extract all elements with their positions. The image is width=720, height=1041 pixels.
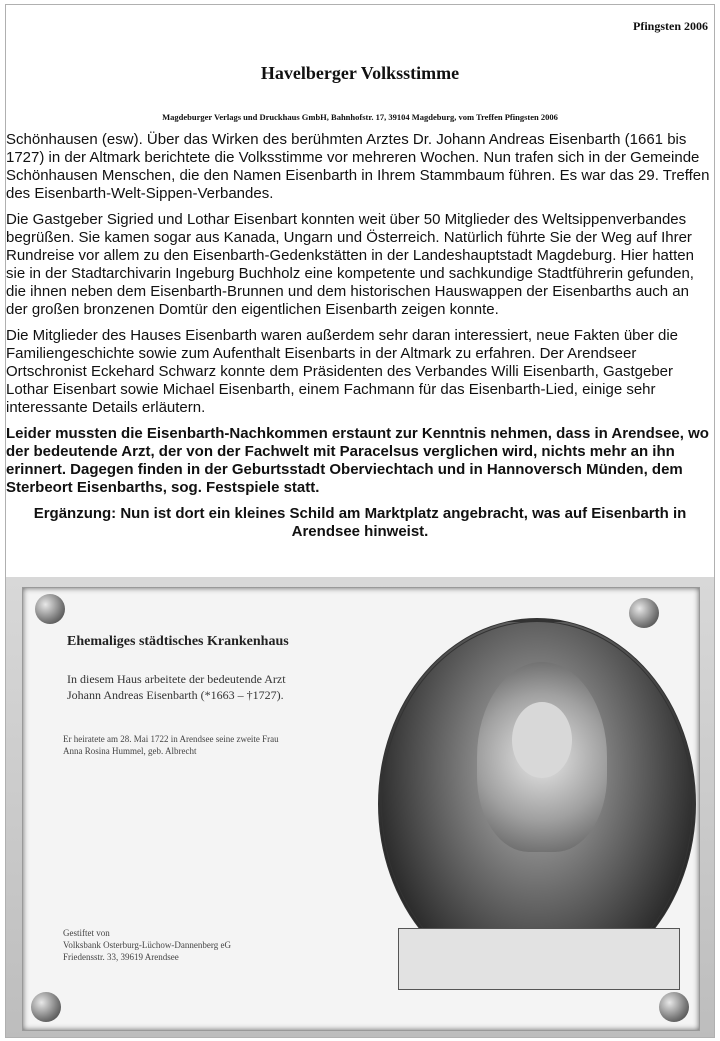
plaque-line-3: Er heiratete am 28. Mai 1722 in Arendsee seine zweite Frau xyxy=(63,734,279,744)
newspaper-title: Havelberger Volksstimme xyxy=(260,63,460,83)
plaque-donor-1: Gestiftet von xyxy=(63,928,110,938)
plaque-title: Ehemaliges städtisches Krankenhaus xyxy=(67,634,289,649)
article-body xyxy=(6,131,714,549)
article-paragraph-2: Die Gastgeber Sigried und Lothar Eisenbart konnten weit über 50 Mitglieder des Weltsippenverbandes begrüßen. Sie kamen sogar aus Kanada, Ungarn und Österreich. Natürlich führte Sie der Weg auf Ihrer Rundreise vor allem zu den Eisenbarth-Gedenkstätten in der Landeshauptstadt Magdeburg. Hier hatten sie in der Stadtarchivarin Ingeburg Buchholz eine kompetente und sachkundige Stadtführerin gefunden, die ihnen neben dem Eisenbarth-Brunnen und dem historischen Hauswappen der Eisenbarths auch an der großen bronzenen Domtür den eigentlichen Eisenbarth zeigen konnte. xyxy=(6,211,694,318)
publisher-line: Magdeburger Verlags und Druckhaus GmbH, Bahnhofstr. 17, 39104 Magdeburg, vom Treffen Pfingsten 2006 xyxy=(162,112,558,122)
bolt-icon xyxy=(35,594,65,624)
article-paragraph-1: Schönhausen (esw). Über das Wirken des berühmten Arztes Dr. Johann Andreas Eisenbarth (1661 bis 1727) in der Altmark berichtete die Volksstimme vor mehreren Wochen. Nun trafen sich in der Gemeinde Schönhausen Menschen, die den Namen Eisenbarth in Ihrem Stammbaum führen. Es war das 29. Treffen des Eisenbarth-Welt-Sippen-Verbandes. xyxy=(6,131,710,202)
article-paragraph-4: Leider mussten die Eisenbarth-Nachkommen erstaunt zur Kenntnis nehmen, dass in Arendsee, wo der bedeutende Arzt, der von der Fachwelt mit Paracelsus verglichen wird, nichts mehr an ihn erinnert. Dagegen finden in der Geburtsstadt Oberviechtach und in Hannoversch Münden, dem Sterbeort Eisenbarths, sog. Festspiele statt. xyxy=(6,425,709,496)
plaque-line-4: Anna Rosina Hummel, geb. Albrecht xyxy=(63,746,197,756)
bolt-icon xyxy=(659,992,689,1022)
document-page xyxy=(5,4,715,1038)
plaque-donor-3: Friedensstr. 33, 39619 Arendsee xyxy=(63,952,179,962)
plaque-line-2: Johann Andreas Eisenbarth (*1663 – †1727). xyxy=(67,688,284,702)
portrait-cartouche xyxy=(398,928,680,990)
plaque-donor-2: Volksbank Osterburg-Lüchow-Dannenberg eG xyxy=(63,940,231,950)
memorial-plaque xyxy=(22,587,700,1031)
article-addendum: Ergänzung: Nun ist dort ein kleines Schild am Marktplatz angebracht, was auf Eisenbarth in Arendsee hinweist. xyxy=(33,505,687,540)
plaque-photo xyxy=(6,577,714,1038)
bolt-icon xyxy=(629,598,659,628)
portrait-face xyxy=(512,702,572,778)
issue-date: Pfingsten 2006 xyxy=(633,19,708,33)
article-paragraph-3: Die Mitglieder des Hauses Eisenbarth waren außerdem sehr daran interessiert, neue Fakten über die Familiengeschichte sowie zum Aufenthalt Eisenbarts in der Altmark zu erfahren. Der Arendseer Ortschronist Eckehard Schwarz konnte dem Präsidenten des Verbandes Willi Eisenbarth, Gastgeber Lothar Eisenbart sowie Michael Eisenbarth, einem Fachmann für das Eisenbarth-Lied, einige sehr interessante Details erläutern. xyxy=(6,327,679,416)
bolt-icon xyxy=(31,992,61,1022)
plaque-line-1: In diesem Haus arbeitete der bedeutende Arzt xyxy=(67,672,286,686)
